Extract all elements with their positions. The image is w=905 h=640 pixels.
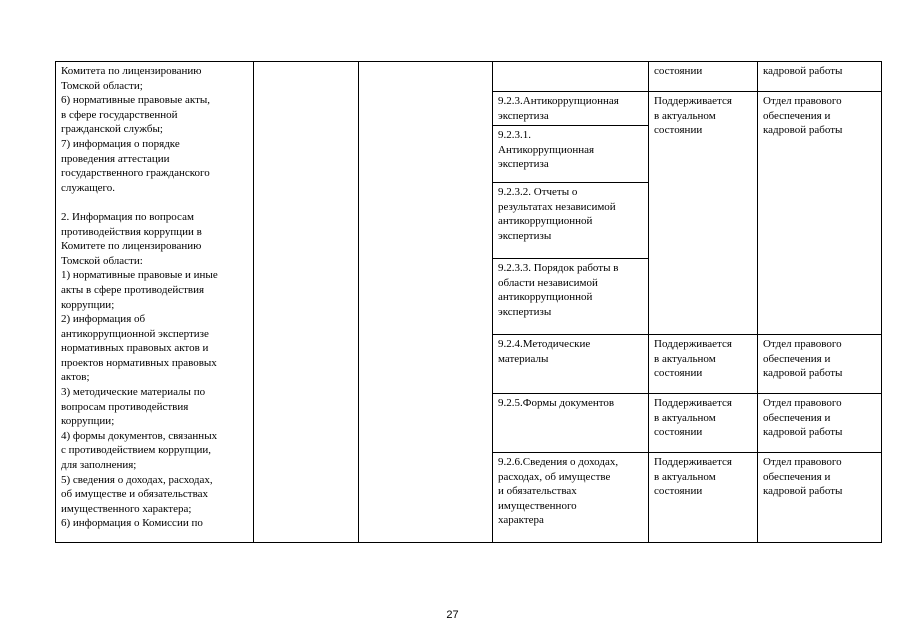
info-list-cell: Комитета по лицензированию Томской области; 6) нормативные правовые акты, в сфере государственной гражданской службы; 7) информация о порядке проведения аттестации государственного гражданского служащего. 2. Информация по вопросам противодействия коррупции в Комитете по лицензированию Томской области: 1) нормативные правовые и иные акты в сфере противодействия коррупции; 2) информация об антикоррупционной экспертизе нормативных правовых актов и проектов нормативных правовых актов; 3) методические материалы по вопросам противодействия коррупции; 4) формы документов, связанных с противодействием коррупции, для заполнения; 5) сведения о доходах, расходах, об имуществе и обязательствах имущественного характера; 6) информация о Комиссии по: [61, 65, 218, 530]
department-cell: Отдел правового обеспечения и кадровой работы: [763, 95, 843, 137]
department-cell: Отдел правового обеспечения и кадровой работы: [763, 338, 843, 380]
department-cell: кадровой работы: [763, 65, 843, 77]
table-col-line: [55, 61, 56, 543]
section-cell: 9.2.3.1. Антикоррупционная экспертиза: [498, 129, 595, 171]
table-col-line: [648, 61, 649, 543]
section-cell: 9.2.3.Антикоррупционная экспертиза: [498, 95, 619, 122]
page-number: 27: [446, 609, 459, 621]
status-cell: Поддерживается в актуальном состоянии: [654, 338, 732, 380]
table-col-line: [492, 61, 493, 543]
status-cell: Поддерживается в актуальном состоянии: [654, 95, 732, 137]
status-cell: состоянии: [654, 65, 703, 77]
section-cell: 9.2.3.3. Порядок работы в области независимой антикоррупционной экспертизы: [498, 262, 619, 318]
section-cell: 9.2.5.Формы документов: [498, 397, 615, 409]
status-cell: Поддерживается в актуальном состоянии: [654, 456, 732, 498]
department-cell: Отдел правового обеспечения и кадровой работы: [763, 456, 843, 498]
table-col-line: [358, 61, 359, 543]
section-cell: 9.2.4.Методические материалы: [498, 338, 591, 365]
department-cell: Отдел правового обеспечения и кадровой работы: [763, 397, 843, 439]
section-cell: 9.2.3.2. Отчеты о результатах независимой антикоррупционной экспертизы: [498, 186, 616, 242]
table-col-line: [253, 61, 254, 543]
status-cell: Поддерживается в актуальном состоянии: [654, 397, 732, 439]
table-col-line: [757, 61, 758, 543]
section-cell: 9.2.6.Сведения о доходах, расходах, об имуществе и обязательствах имущественного характера: [498, 456, 619, 527]
table-col-line: [881, 61, 882, 543]
